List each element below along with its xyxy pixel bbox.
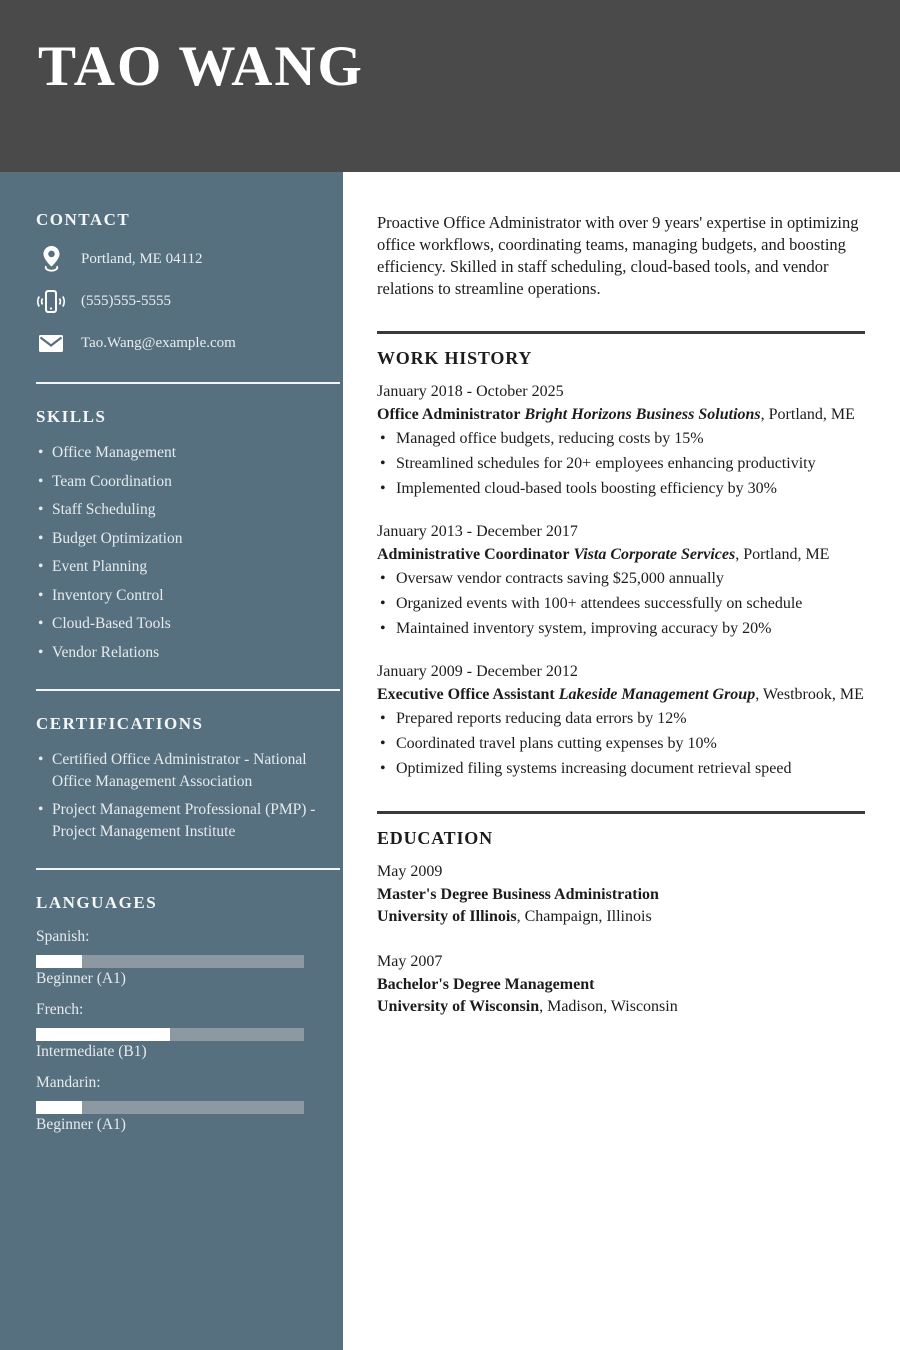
content-columns	[0, 172, 900, 1350]
language-progress-bar	[36, 1028, 304, 1041]
skill-item: • Office Management	[36, 442, 343, 464]
language-progress-bar	[36, 955, 304, 968]
education-degree: Master's Degree Business Administration	[377, 885, 659, 903]
contact-heading: CONTACT	[36, 210, 131, 229]
envelope-icon	[36, 334, 66, 353]
job-bullet: • Coordinated travel plans cutting expenses by 10%	[377, 733, 865, 756]
contact-location-text: Portland, ME 04112	[81, 250, 203, 267]
skill-item: • Budget Optimization	[36, 528, 343, 550]
language-progress-fill	[36, 1101, 82, 1114]
certification-item: • Certified Office Administrator - National Office Management Association	[36, 749, 343, 793]
contact-section	[36, 210, 343, 357]
job-bullet: • Streamlined schedules for 20+ employees enhancing productivity	[377, 453, 865, 476]
job-company: Vista Corporate Services	[573, 545, 736, 563]
education-entry	[377, 951, 865, 1018]
job-company: Bright Horizons Business Solutions	[524, 405, 761, 423]
education-date: May 2007	[377, 953, 443, 971]
language-progress-bar	[36, 1101, 304, 1114]
certifications-heading: CERTIFICATIONS	[36, 713, 204, 733]
location-pin-icon	[36, 245, 66, 273]
languages-heading: LANGUAGES	[36, 893, 158, 912]
job-bullet: • Managed office budgets, reducing costs by 15%	[377, 428, 865, 451]
language-item-french	[36, 1001, 343, 1061]
sidebar	[0, 172, 343, 1350]
job-entry	[377, 381, 865, 500]
main-column	[343, 172, 900, 1350]
job-role: Office Administrator	[377, 405, 521, 423]
job-title-line	[377, 544, 865, 566]
job-title-line	[377, 684, 865, 706]
language-progress-fill	[36, 1028, 170, 1041]
job-dates: January 2009 - December 2012	[377, 663, 578, 681]
contact-row-location	[36, 245, 343, 273]
job-dates: January 2013 - December 2017	[377, 523, 578, 541]
education-school: University of Illinois	[377, 908, 517, 926]
language-item-spanish	[36, 928, 343, 988]
job-location: , Portland, ME	[760, 405, 855, 423]
contact-email-text: Tao.Wang@example.com	[81, 335, 236, 351]
certifications-list	[36, 749, 343, 844]
job-title-line	[377, 404, 865, 426]
education-location: , Champaign, Illinois	[516, 908, 652, 926]
education-school-line	[377, 906, 865, 928]
job-entry	[377, 661, 865, 780]
skill-item: • Event Planning	[36, 556, 343, 578]
contact-phone-text: (555)555-5555	[81, 293, 171, 309]
work-history-heading: WORK HISTORY	[377, 348, 533, 369]
job-bullet-list	[377, 568, 865, 640]
job-bullet: • Implemented cloud-based tools boosting efficiency by 30%	[377, 478, 865, 501]
education-entry	[377, 861, 865, 928]
certifications-section	[36, 714, 343, 844]
skills-section	[36, 407, 343, 664]
job-bullet: • Optimized filing systems increasing document retrieval speed	[377, 758, 865, 781]
job-bullet: • Oversaw vendor contracts saving $25,000 annually	[377, 568, 865, 591]
main-divider	[377, 331, 865, 334]
job-bullet: • Prepared reports reducing data errors by 12%	[377, 708, 865, 731]
job-bullet: • Maintained inventory system, improving accuracy by 20%	[377, 618, 865, 641]
languages-section	[36, 893, 343, 1134]
sidebar-divider	[36, 382, 340, 384]
job-bullet: • Organized events with 100+ attendees successfully on schedule	[377, 593, 865, 616]
language-level: Beginner (A1)	[36, 970, 126, 987]
job-bullet-list	[377, 708, 865, 780]
contact-row-email	[36, 330, 343, 357]
job-role: Administrative Coordinator	[377, 545, 570, 563]
language-name: Mandarin:	[36, 1074, 101, 1091]
main-divider	[377, 811, 865, 814]
job-entry	[377, 521, 865, 640]
education-heading: EDUCATION	[377, 828, 493, 849]
job-company: Lakeside Management Group	[558, 685, 756, 703]
work-history-section	[377, 348, 865, 780]
education-school-line	[377, 996, 865, 1018]
header-banner	[0, 0, 900, 172]
language-progress-fill	[36, 955, 82, 968]
sidebar-divider	[36, 689, 340, 691]
skills-heading: SKILLS	[36, 407, 107, 426]
education-section	[377, 828, 865, 1018]
resume-name: TAO WANG	[38, 35, 364, 98]
job-location: , Westbrook, ME	[755, 685, 864, 703]
skill-item: • Staff Scheduling	[36, 499, 343, 521]
language-name: Spanish:	[36, 928, 90, 945]
certification-item: • Project Management Professional (PMP) - Project Management Institute	[36, 799, 343, 843]
skill-item: • Team Coordination	[36, 471, 343, 493]
education-degree: Bachelor's Degree Management	[377, 975, 595, 993]
professional-summary: Proactive Office Administrator with over 9 years' expertise in optimizing office workflows, coordinating teams, managing budgets, and boosting efficiency. Skilled in staff scheduling, cloud-based tools, and vendor relations to streamline operations.	[377, 213, 859, 299]
education-date: May 2009	[377, 863, 443, 881]
skill-item: • Inventory Control	[36, 585, 343, 607]
contact-row-phone	[36, 288, 343, 315]
language-name: French:	[36, 1001, 84, 1018]
skill-item: • Vendor Relations	[36, 642, 343, 664]
language-item-mandarin	[36, 1074, 343, 1134]
skills-list	[36, 442, 343, 664]
phone-icon	[36, 288, 66, 315]
language-level: Beginner (A1)	[36, 1116, 126, 1133]
job-role: Executive Office Assistant	[377, 685, 555, 703]
skill-item: • Cloud-Based Tools	[36, 613, 343, 635]
education-school: University of Wisconsin	[377, 998, 540, 1016]
job-bullet-list	[377, 428, 865, 500]
job-dates: January 2018 - October 2025	[377, 383, 564, 401]
language-level: Intermediate (B1)	[36, 1043, 147, 1060]
job-location: , Portland, ME	[735, 545, 830, 563]
sidebar-divider	[36, 868, 340, 870]
education-location: , Madison, Wisconsin	[539, 998, 678, 1016]
